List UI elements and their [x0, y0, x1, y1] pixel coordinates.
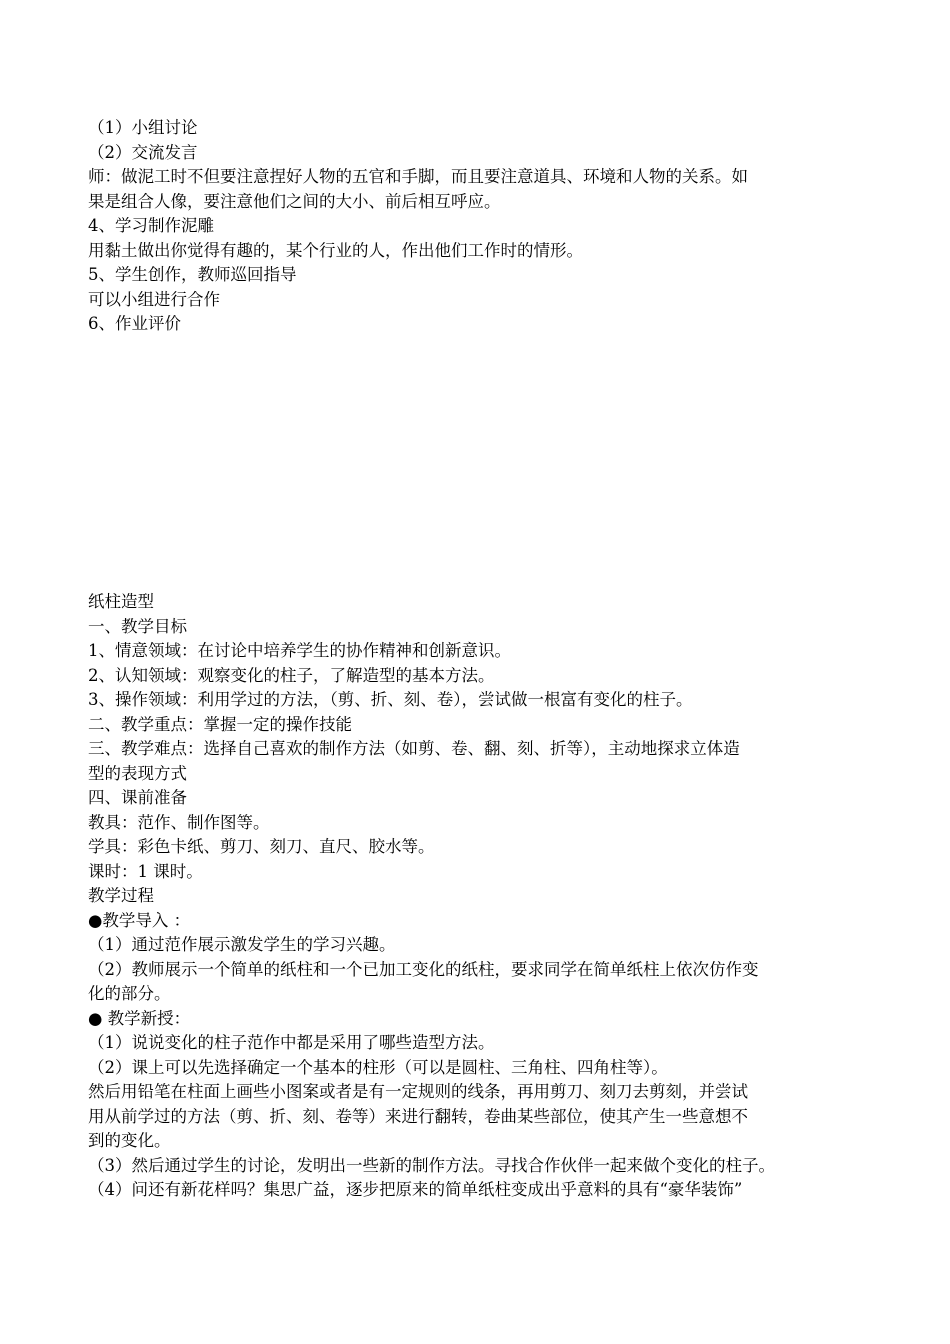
text-line: 用从前学过的方法（剪、折、刻、卷等）来进行翻转，卷曲某些部位，使其产生一些意想不: [88, 1106, 748, 1126]
paper-column-lesson-section: [88, 590, 868, 1203]
text-line: （1）小组讨论: [88, 118, 198, 137]
text-line: 4、学习制作泥雕: [88, 216, 214, 235]
section-title: 纸柱造型: [88, 592, 154, 611]
text-line: 化的部分。: [88, 984, 171, 1003]
heading-key-points: 二、教学重点：掌握一定的操作技能: [88, 714, 352, 734]
text-line: （2）交流发言: [88, 142, 198, 162]
text-line: （2）教师展示一个简单的纸柱和一个已加工变化的纸柱，要求同学在简单纸柱上依次仿作变: [88, 959, 759, 979]
text-line: （1）通过范作展示激发学生的学习兴趣。: [88, 935, 396, 954]
text-line: 可以小组进行合作: [88, 289, 220, 309]
text-line: 师：做泥工时不但要注意捏好人物的五官和手脚，而且要注意道具、环境和人物的关系。如: [88, 167, 748, 186]
text-line: 然后用铅笔在柱面上画些小图案或者是有一定规则的线条，再用剪刀、刻刀去剪刻，并尝试: [88, 1082, 748, 1101]
text-line: 6、作业评价: [88, 314, 181, 333]
text-line: （2）课上可以先选择确定一个基本的柱形（可以是圆柱、三角柱、四角柱等）。: [88, 1057, 668, 1077]
text-line: 2、认知领域：观察变化的柱子，了解造型的基本方法。: [88, 665, 495, 685]
text-line: 到的变化。: [88, 1131, 171, 1150]
text-line: 教具：范作、制作图等。: [88, 812, 270, 832]
text-line: 学具：彩色卡纸、剪刀、刻刀、直尺、胶水等。: [88, 837, 435, 856]
text-line: （1）说说变化的柱子范作中都是采用了哪些造型方法。: [88, 1033, 495, 1052]
text-line: 课时：1 课时。: [88, 861, 203, 881]
text-line: 型的表现方式: [88, 763, 187, 783]
clay-lesson-section: [88, 116, 868, 337]
heading-process: 教学过程: [88, 886, 154, 905]
text-line: 用黏土做出你觉得有趣的，某个行业的人，作出他们工作时的情形。: [88, 240, 583, 260]
text-line: 1、情意领域：在讨论中培养学生的协作精神和创新意识。: [88, 641, 511, 660]
bullet-new-teaching: ● 教学新授：: [88, 1008, 191, 1028]
bullet-intro: ●教学导入 ：: [88, 910, 191, 930]
text-line: （3）然后通过学生的讨论，发明出一些新的制作方法。寻找合作伙伴一起来做个变化的柱子。: [88, 1155, 775, 1175]
heading-difficulties: 三、教学难点：选择自己喜欢的制作方法（如剪、卷、翻、刻、折等），主动地探求立体造: [88, 739, 740, 758]
text-line: （4）问还有新花样吗？集思广益，逐步把原来的简单纸柱变成出乎意料的具有“豪华装饰”: [88, 1180, 743, 1199]
heading-goals: 一、教学目标: [88, 616, 187, 636]
text-line: 果是组合人像，要注意他们之间的大小、前后相互呼应。: [88, 191, 501, 211]
heading-preparation: 四、课前准备: [88, 788, 187, 807]
text-line: 5、学生创作，教师巡回指导: [88, 265, 297, 284]
text-line: 3、操作领域：利用学过的方法，（剪、折、刻、卷），尝试做一根富有变化的柱子。: [88, 690, 693, 709]
